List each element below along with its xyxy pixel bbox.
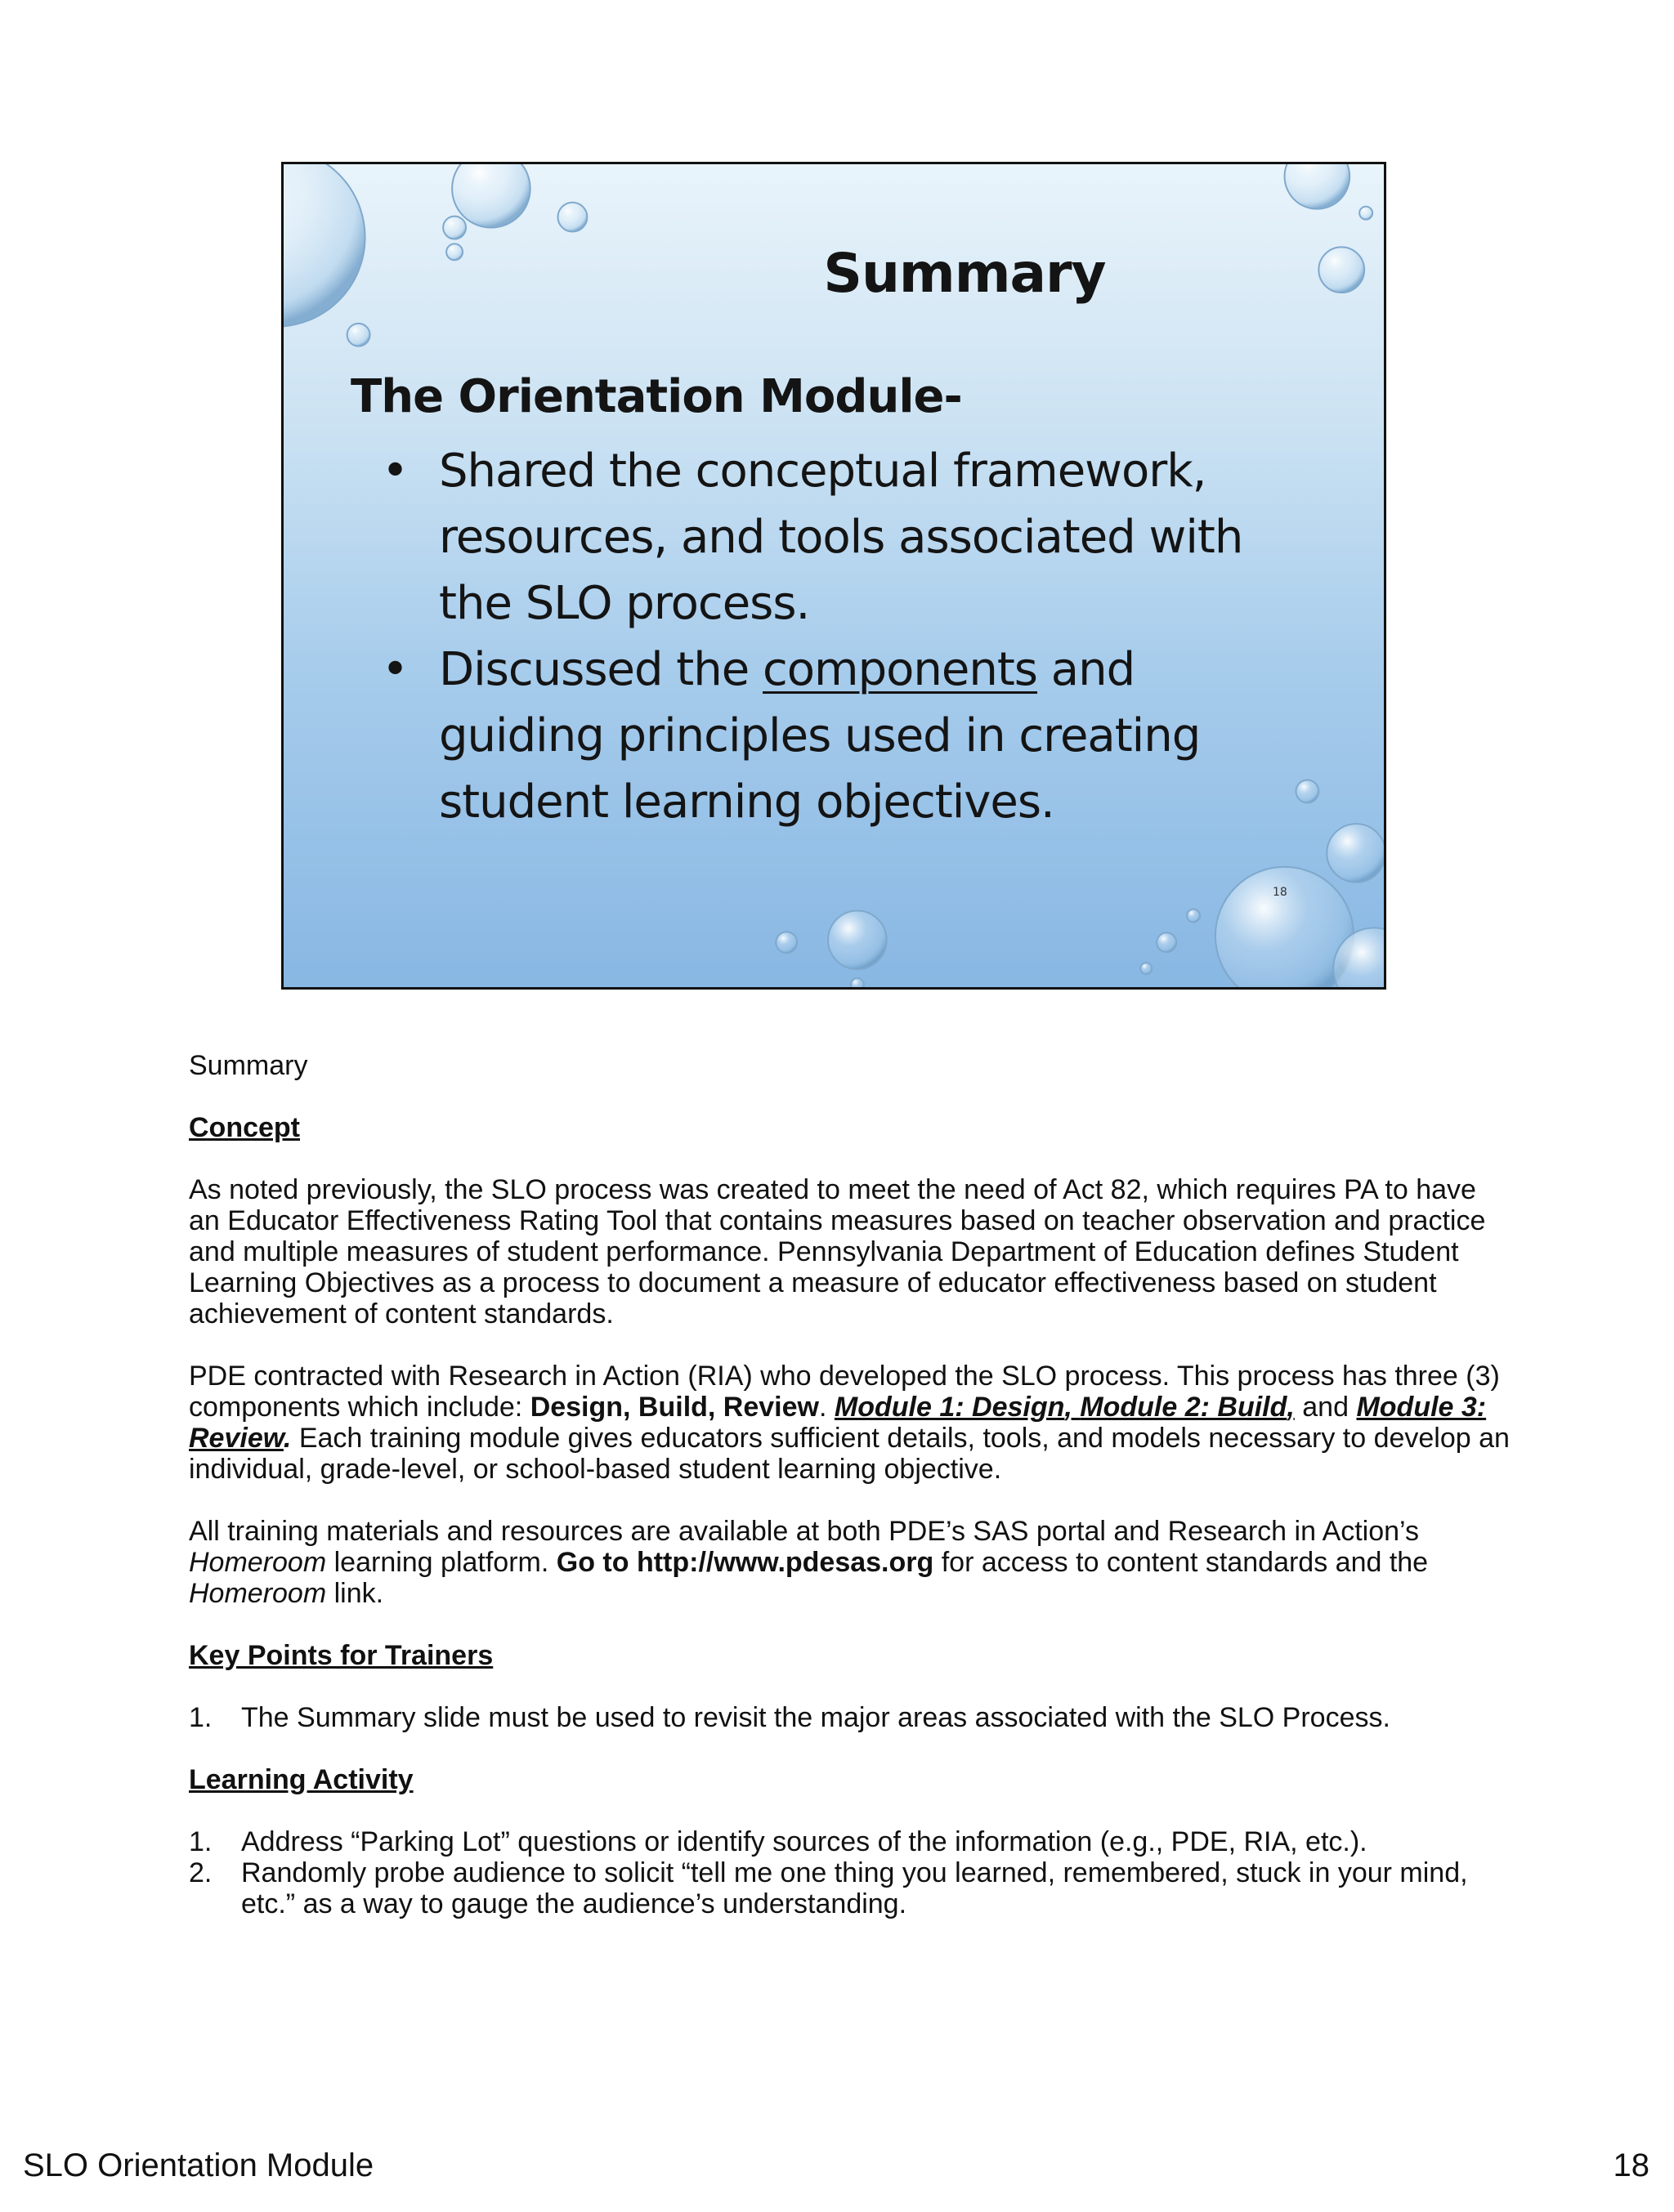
slide-bullet-text: and guiding principles used in creating student learning objectives. <box>439 643 1201 829</box>
slide-bullet-text: Discussed the <box>439 643 763 696</box>
module-3-review-link[interactable]: Module 3: Review <box>189 1392 1487 1454</box>
paragraph-text: Each training module gives educators sufficient details, tools, and models necessary to develop an individual, grade-level, or school-based student learning objective. <box>189 1423 1510 1485</box>
paragraph-text: and <box>1294 1392 1357 1423</box>
components-link[interactable]: components <box>763 643 1037 696</box>
module-1-design-link[interactable]: Module 1: Design <box>834 1392 1065 1423</box>
slide-bullet-text: Shared the conceptual framework, resources, and tools associated with the SLO process. <box>439 445 1243 630</box>
learning-activity-heading: Learning Activity <box>189 1764 414 1795</box>
module-2-build-link[interactable]: Module 2: Build <box>1080 1392 1287 1423</box>
paragraph-text: for access to content standards and the <box>933 1547 1429 1578</box>
list-number: 1. <box>189 1702 213 1733</box>
slide-bullet <box>382 637 1264 835</box>
concept-heading: Concept <box>189 1112 300 1143</box>
separator: , <box>1287 1392 1295 1423</box>
slide-thumbnail <box>281 162 1386 990</box>
separator: , <box>1064 1392 1081 1423</box>
page-number: 18 <box>1613 2147 1649 2183</box>
paragraph-text: All training materials and resources are available at both PDE’s SAS portal and Research in Action’s <box>189 1516 1419 1547</box>
list-item-text: The Summary slide must be used to revisit the major areas associated with the SLO Process. <box>241 1702 1390 1733</box>
learning-activity-list <box>189 1826 1513 1919</box>
notes-title: Summary <box>189 1050 308 1081</box>
slide-title: Summary <box>823 242 1106 305</box>
homeroom-italic: Homeroom <box>189 1578 327 1609</box>
pdesas-url[interactable]: Go to http://www.pdesas.org <box>556 1547 934 1578</box>
footer-title: SLO Orientation Module <box>23 2147 374 2183</box>
list-item-text: Randomly probe audience to solicit “tell me one thing you learned, remembered, stuck in your mind, etc.” as a way to gauge the audience’s understanding. <box>241 1857 1468 1919</box>
slide-heading: The Orientation Module- <box>351 370 962 423</box>
concept-paragraph: As noted previously, the SLO process was created to meet the need of Act 82, which requires PA to have an Educator Effectiveness Rating Tool that contains measures based on teacher observation and practice and multiple measures of student performance. Pennsylvania Department of Education defines Student Learning Objectives as a process to document a measure of educator effectiveness based on student achievement of content standards. <box>189 1174 1486 1329</box>
list-item <box>189 1826 1513 1857</box>
speaker-notes <box>189 1050 1513 1919</box>
slide-bullet <box>382 438 1264 637</box>
list-item <box>189 1702 1513 1733</box>
slide-number: 18 <box>1273 886 1287 899</box>
resources-paragraph <box>189 1516 1513 1609</box>
key-points-heading: Key Points for Trainers <box>189 1640 494 1671</box>
paragraph-text: . <box>819 1392 835 1423</box>
separator: . <box>283 1423 292 1454</box>
paragraph-text: PDE contracted with Research in Action (RIA) who developed the SLO process. This process has three (3) components which include: <box>189 1361 1500 1423</box>
bullet-dot-icon: • <box>382 445 409 498</box>
slide-bullet-list <box>382 438 1264 835</box>
list-number: 2. <box>189 1857 213 1888</box>
list-item-text: Address “Parking Lot” questions or identify sources of the information (e.g., PDE, RIA, etc.). <box>241 1826 1367 1857</box>
components-list-bold: Design, Build, Review <box>530 1392 819 1423</box>
key-points-list <box>189 1702 1513 1733</box>
components-paragraph <box>189 1361 1513 1485</box>
bullet-dot-icon: • <box>382 643 409 696</box>
list-number: 1. <box>189 1826 213 1857</box>
list-item <box>189 1857 1513 1919</box>
homeroom-italic: Homeroom <box>189 1547 327 1578</box>
paragraph-text: learning platform. <box>326 1547 557 1578</box>
paragraph-text: link. <box>326 1578 384 1609</box>
